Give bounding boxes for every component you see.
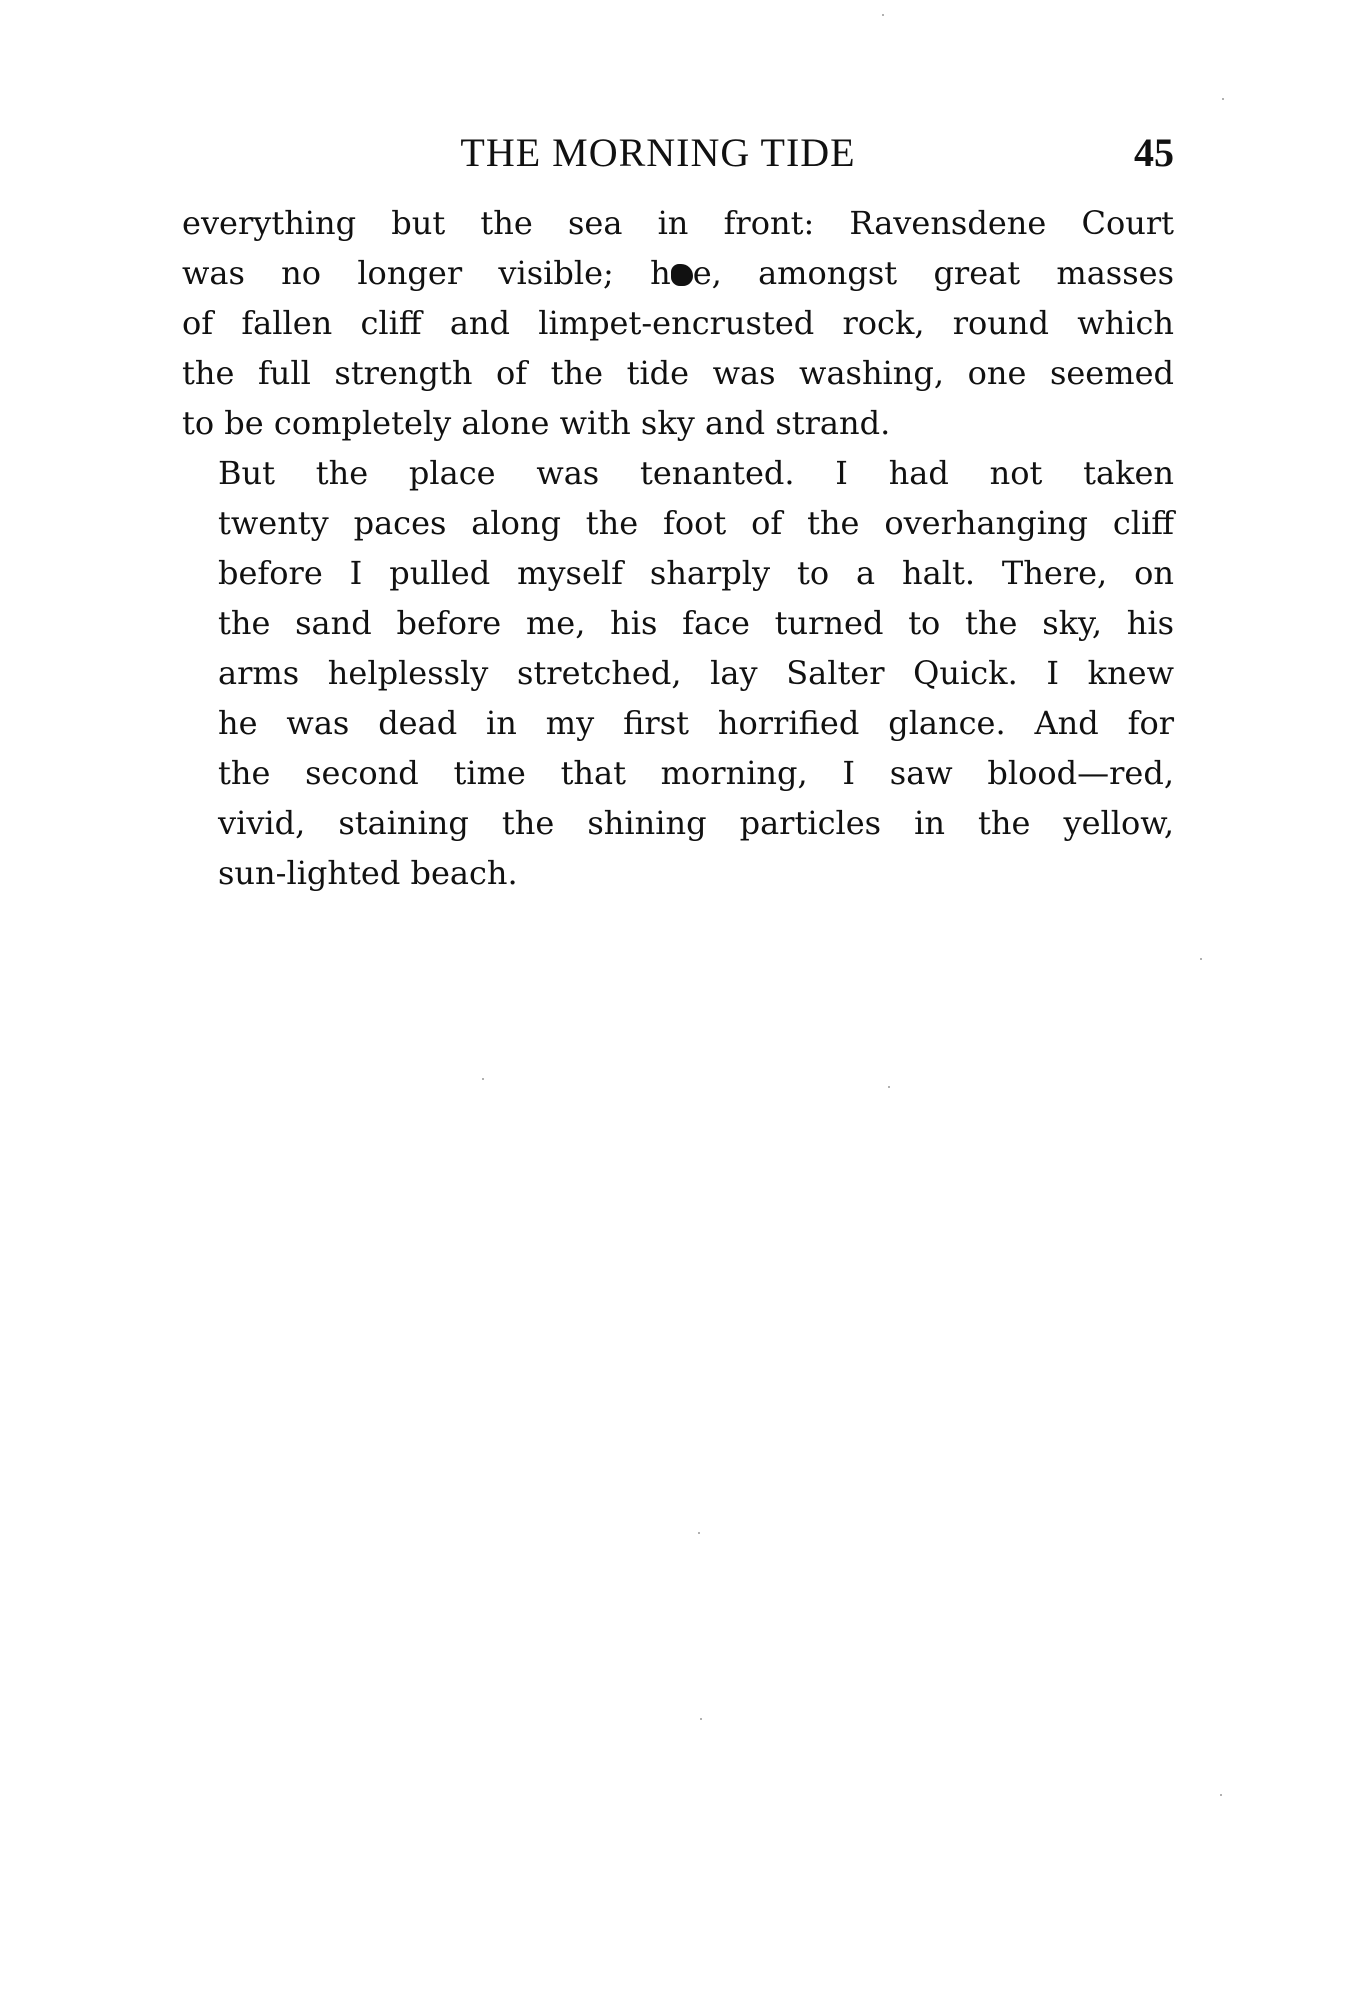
- text-line: he was dead in my first horrified glance. And for: [218, 704, 1174, 742]
- paper-speck: [888, 1086, 890, 1088]
- paper-speck: [1222, 98, 1224, 100]
- text-line: the full strength of the tide was washing, one seemed: [182, 354, 1174, 392]
- body-text: [182, 198, 1174, 898]
- text-line: sun-lighted beach.: [218, 854, 518, 892]
- text-line: before I pulled myself sharply to a halt. There, on: [218, 554, 1174, 592]
- text-line: [182, 248, 1174, 298]
- text-fragment: was no longer visible; h: [182, 254, 671, 292]
- paragraph-2: [182, 448, 1174, 898]
- text-fragment: e, amongst great masses: [692, 254, 1175, 292]
- paragraph-1: [182, 198, 1174, 448]
- paper-speck: [482, 1078, 484, 1080]
- text-line: arms helplessly stretched, lay Salter Quick. I knew: [218, 654, 1174, 692]
- paper-speck: [700, 1718, 702, 1720]
- paper-speck: [1200, 958, 1202, 960]
- paper-speck: [882, 14, 884, 16]
- text-line: the sand before me, his face turned to the sky, his: [218, 604, 1174, 642]
- text-line: everything but the sea in front: Ravensdene Court: [182, 204, 1174, 242]
- text-line: vivid, staining the shining particles in the yellow,: [218, 804, 1174, 842]
- paper-speck: [698, 1532, 700, 1534]
- text-line: of fallen cliff and limpet-encrusted rock, round which: [182, 304, 1174, 342]
- running-title: THE MORNING TIDE: [460, 130, 856, 175]
- page-number: 45: [1134, 130, 1174, 175]
- running-head: [182, 128, 1174, 178]
- text-line: the second time that morning, I saw blood—red,: [218, 754, 1174, 792]
- text-line: But the place was tenanted. I had not taken: [218, 454, 1174, 492]
- text-line: to be completely alone with sky and strand.: [182, 404, 891, 442]
- paper-speck: [1220, 1794, 1222, 1796]
- ink-blot-icon: [671, 264, 693, 286]
- text-line: twenty paces along the foot of the overhanging cliff: [218, 504, 1174, 542]
